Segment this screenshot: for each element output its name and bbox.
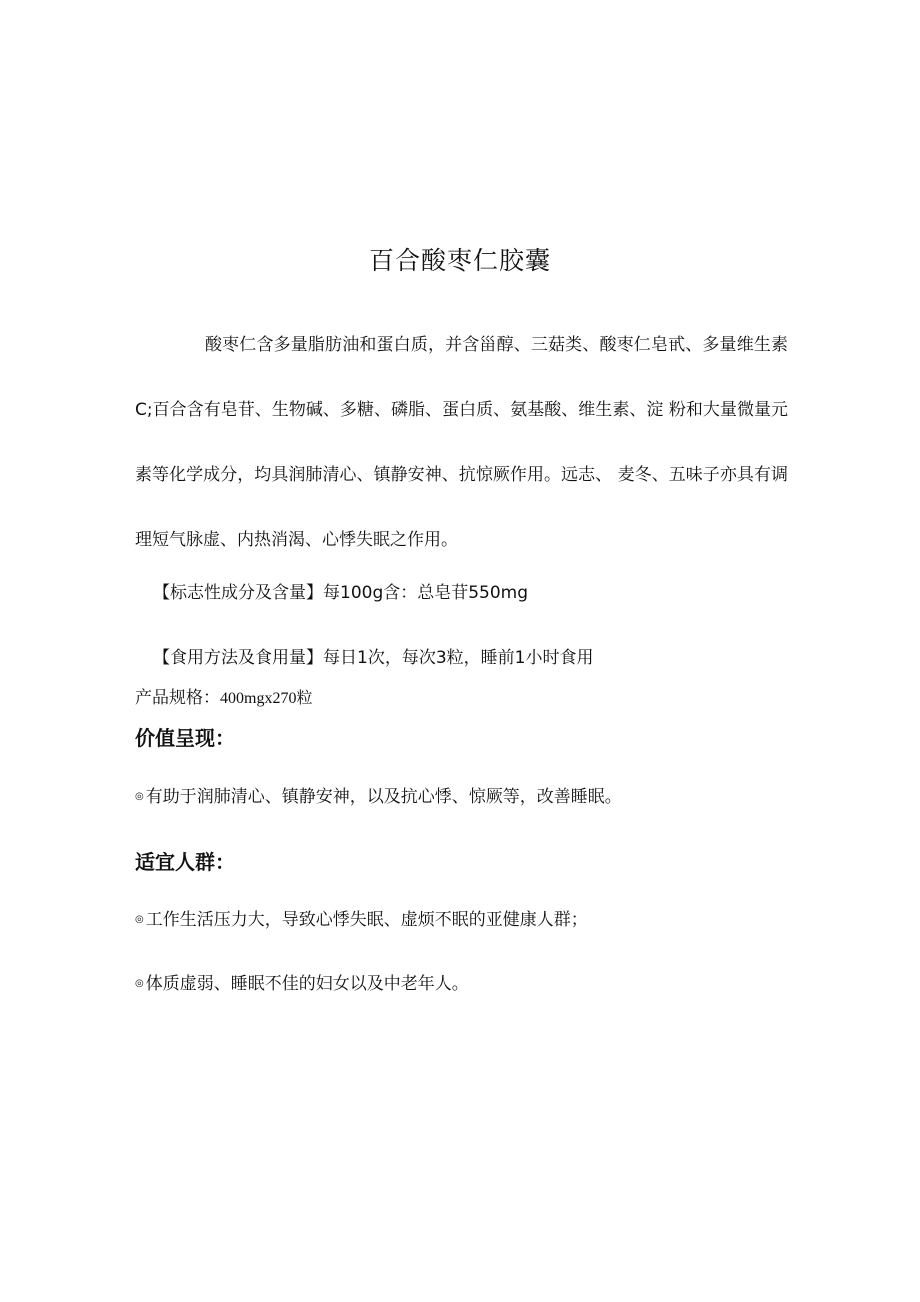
product-spec-label: 产品规格： xyxy=(135,688,220,708)
product-spec-line xyxy=(135,683,312,714)
document-title: 百合酸枣仁胶囊 xyxy=(368,246,551,275)
bullet-icon: ◎ xyxy=(135,791,144,802)
marker-ingredient-line: 【标志性成分及含量】每100g含：总皂苷550mg xyxy=(153,583,529,603)
bullet-icon: ◎ xyxy=(135,978,144,989)
value-item xyxy=(135,782,622,812)
audience-item xyxy=(135,969,469,999)
product-spec-value: 400mgx270粒 xyxy=(220,690,313,707)
audience-section-heading: 适宜人群： xyxy=(135,850,235,874)
intro-paragraph: 酸枣仁含多量脂肪油和蛋白质，并含甾醇、三菇类、酸枣仁皂甙、多量维生素C;百合含有皂苷、生物碱、多糖、磷脂、蛋白质、氨基酸、维生素、淀 粉和大量微量元素等化学成分，均具润肺清心、镇静安神、抗惊厥作用。远志、 麦冬、五味子亦具有调理短气脉虚、内热消渴、心悸失眠之作用。 xyxy=(135,335,788,550)
value-item-text: 有助于润肺清心、镇静安神，以及抗心悸、惊厥等，改善睡眠。 xyxy=(145,787,622,807)
bullet-icon: ◎ xyxy=(135,914,144,925)
usage-line: 【食用方法及食用量】每日1次，每次3粒，睡前1小时食用 xyxy=(153,648,594,668)
audience-item-text: 体质虚弱、睡眠不佳的妇女以及中老年人。 xyxy=(145,974,469,994)
value-section-heading: 价值呈现： xyxy=(135,726,235,750)
audience-item-text: 工作生活压力大，导致心悸失眠、虚烦不眠的亚健康人群； xyxy=(145,910,588,930)
audience-item xyxy=(135,905,588,935)
